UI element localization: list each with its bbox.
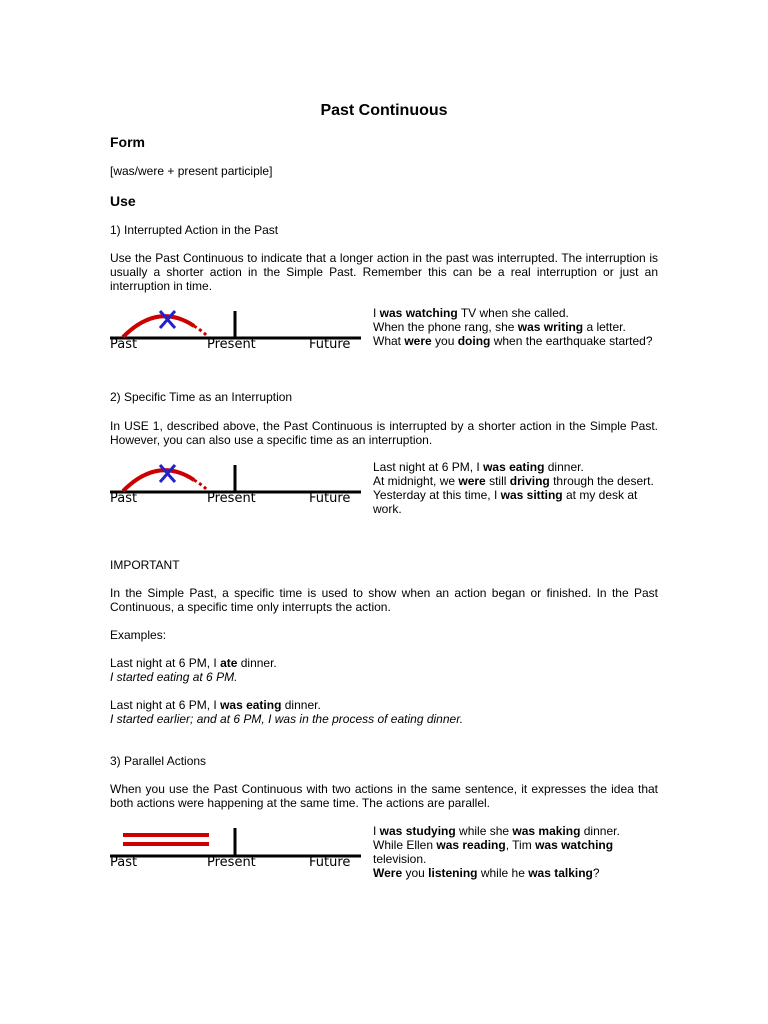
sentence-text: a letter. [583,320,626,334]
section-3-examples [373,824,663,880]
sentence-text: dinner. [237,656,277,670]
bold-verb: was making [512,824,581,838]
sentence-text: while she [455,824,513,838]
timeline-parallel [108,826,363,876]
timeline-interrupted-1 [108,308,363,358]
sentence-text: Last night at 6 PM, I [110,698,221,712]
important-text: In the Simple Past, a specific time is used to show when an action began or finished. In the Past Continuous, a specific time only interrupts the action. [110,586,658,614]
sentence-text: I [373,824,380,838]
section-3-heading: 3) Parallel Actions [110,754,207,768]
sentence-text: still [485,474,510,488]
sentence-text: at my desk at work. [373,488,638,516]
timeline-interrupted-2 [108,462,363,512]
example-sentence [373,474,663,488]
section-1-description: Use the Past Continuous to indicate that a longer action in the past was interrupted. The interruption is usually a shorter action in the Simple Past. Remember this can be a real interruption or just an interruption in time. [110,251,658,293]
bold-verb: was eating [483,460,545,474]
bold-verb: was eating [220,698,282,712]
timeline-label-present: Present [207,855,256,870]
section-3-description: When you use the Past Continuous with two actions in the same sentence, it expresses the idea that both actions were happening at the same time. The actions are parallel. [110,782,658,810]
example-sentence [373,334,663,348]
example-sentence [373,866,663,880]
sentence-text: you [431,334,458,348]
timeline-label-past: Past [110,337,138,352]
sentence-text: Last night at 6 PM, I [373,460,484,474]
bold-verb: was reading [436,838,506,852]
bold-verb: doing [457,334,491,348]
sentence-text: when the earthquake started? [490,334,653,348]
ongoing-action-arc [123,316,194,337]
sentence-text: , Tim [505,838,536,852]
important-example-2-note: I started earlier; and at 6 PM, I was in the process of eating dinner. [110,712,464,726]
form-formula: [was/were + present participle] [110,164,273,178]
timeline-label-present: Present [207,491,256,506]
example-sentence [373,320,663,334]
ongoing-action-continuation [194,480,208,491]
section-1-heading: 1) Interrupted Action in the Past [110,223,279,237]
important-heading: IMPORTANT [110,558,180,572]
sentence-text: you [402,866,429,880]
example-sentence [373,488,663,516]
use-heading: Use [110,193,136,209]
sentence-text: When the phone rang, she [373,320,518,334]
sentence-text: ? [592,866,600,880]
ongoing-action-arc [123,470,194,491]
bold-verb: was writing [517,320,584,334]
bold-verb: was studying [379,824,456,838]
bold-verb: Were [373,866,403,880]
section-1-examples [373,306,663,348]
bold-verb: was watching [535,838,614,852]
important-example-2 [110,698,321,712]
timeline-label-future: Future [309,491,351,506]
sentence-text: TV when she called. [457,306,569,320]
bold-verb: ate [220,656,238,670]
bold-verb: was talking [528,866,593,880]
bold-verb: were [404,334,432,348]
important-example-1 [110,656,277,670]
example-sentence [373,306,663,320]
example-sentence [373,838,663,866]
ongoing-action-continuation [194,326,208,337]
sentence-text: while he [477,866,529,880]
sentence-text: I [373,306,380,320]
sentence-text: At midnight, we [373,474,459,488]
timeline-label-future: Future [309,855,351,870]
bold-verb: listening [428,866,478,880]
example-sentence [373,460,663,474]
sentence-text: While Ellen [373,838,437,852]
form-heading: Form [110,134,145,150]
timeline-label-past: Past [110,855,138,870]
bold-verb: was watching [379,306,458,320]
timeline-label-present: Present [207,337,256,352]
sentence-text: through the desert. [549,474,654,488]
examples-label: Examples: [110,628,167,642]
important-example-1-note: I started eating at 6 PM. [110,670,238,684]
bold-verb: were [458,474,486,488]
sentence-text: dinner. [281,698,321,712]
section-2-description: In USE 1, described above, the Past Continuous is interrupted by a shorter action in the Simple Past. However, you can also use a specific time as an interruption. [110,419,658,447]
section-2-heading: 2) Specific Time as an Interruption [110,390,293,404]
sentence-text: Last night at 6 PM, I [110,656,221,670]
timeline-label-past: Past [110,491,138,506]
sentence-text: What [373,334,405,348]
example-sentence [373,824,663,838]
sentence-text: dinner. [544,460,584,474]
bold-verb: driving [509,474,550,488]
timeline-label-future: Future [309,337,351,352]
sentence-text: dinner. [580,824,620,838]
page-title: Past Continuous [320,102,448,119]
sentence-text: Yesterday at this time, I [373,488,501,502]
sentence-text: television. [373,852,427,866]
bold-verb: was sitting [500,488,563,502]
section-2-examples [373,460,663,516]
